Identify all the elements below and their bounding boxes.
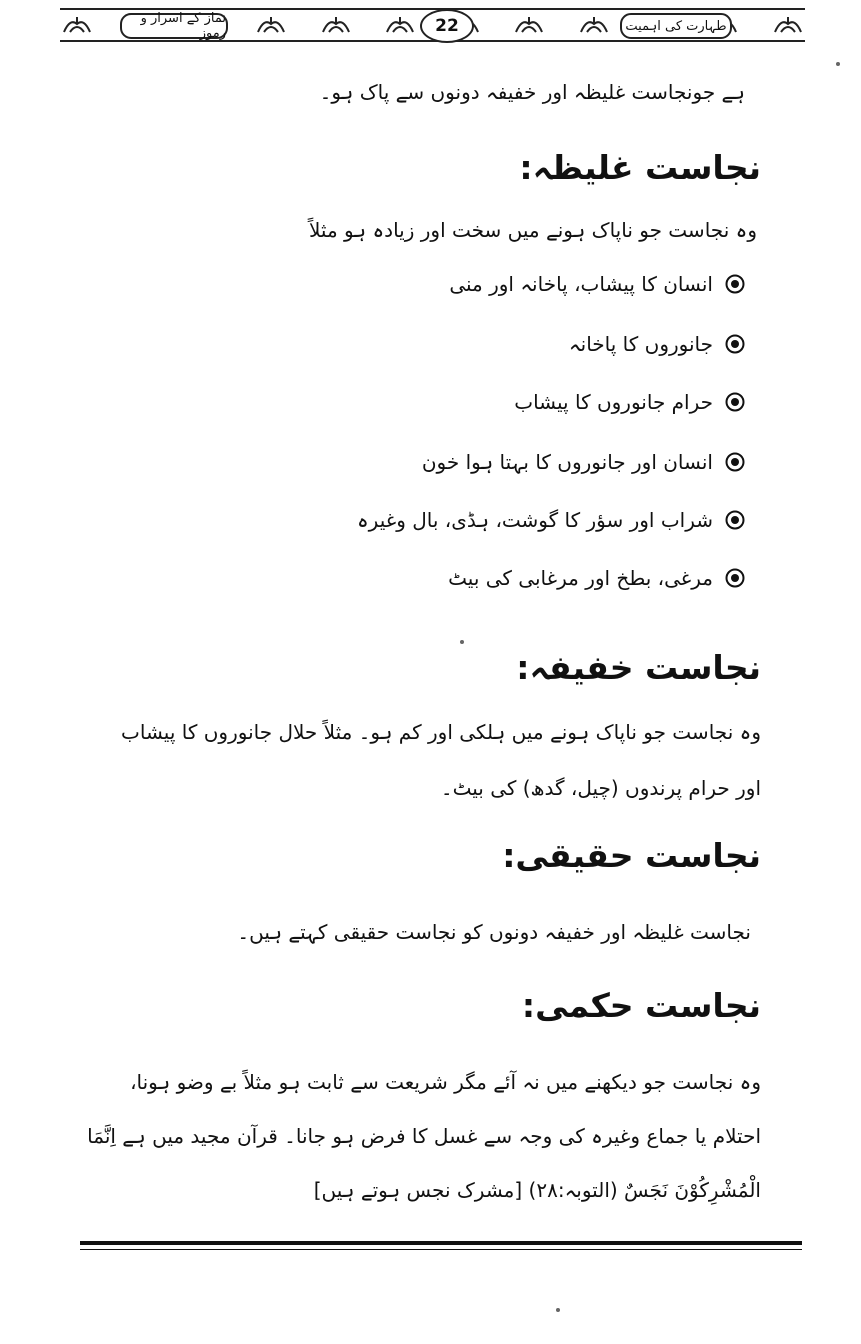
list-item-text: جانوروں کا پاخانہ bbox=[568, 332, 713, 356]
footer-rule bbox=[80, 1241, 802, 1245]
list-item bbox=[448, 566, 745, 590]
list-item bbox=[569, 332, 745, 356]
section-text-khafifa-line-2: اور حرام پرندوں (چیل، گدھ) کی بیٹ۔ bbox=[440, 776, 761, 800]
footer-rule-thin bbox=[80, 1249, 802, 1250]
list-item bbox=[449, 272, 745, 296]
floral-ornament-icon bbox=[256, 14, 286, 36]
list-item-text: حرام جانوروں کا پیشاب bbox=[514, 390, 713, 414]
section-text-hukmi-line-1: وہ نجاست جو دیکھنے میں نہ آئے مگر شریعت سے ثابت ہو مثلاً بے وضو ہونا، bbox=[130, 1070, 761, 1094]
section-text-khafifa-line-1: وہ نجاست جو ناپاک ہونے میں ہلکی اور کم ہو۔ مثلاً حلال جانوروں کا پیشاب bbox=[121, 720, 761, 744]
floral-ornament-icon bbox=[514, 14, 544, 36]
floral-ornament-icon bbox=[62, 14, 92, 36]
double-circle-bullet-icon bbox=[725, 510, 745, 530]
double-circle-bullet-icon bbox=[725, 392, 745, 412]
floral-ornament-icon bbox=[321, 14, 351, 36]
list-item bbox=[422, 450, 745, 474]
header-chapter-title: طہارت کی اہمیت bbox=[620, 13, 732, 39]
section-text-hukmi-line-2: احتلام یا جماع وغیرہ کی وجہ سے غسل کا فرض ہو جانا۔ قرآن مجید میں ہے اِنَّمَا bbox=[87, 1124, 761, 1148]
page-number: 22 bbox=[420, 9, 474, 43]
double-circle-bullet-icon bbox=[725, 274, 745, 294]
floral-ornament-icon bbox=[579, 14, 609, 36]
page-header bbox=[60, 8, 805, 42]
section-text-hukmi-line-3: الْمُشْرِكُوْنَ نَجَسٌ (التوبہ:۲۸) [مشرک نجس ہوتے ہیں] bbox=[313, 1178, 761, 1202]
section-text-haqiqi: نجاست غلیظہ اور خفیفہ دونوں کو نجاست حقیقی کہتے ہیں۔ bbox=[237, 920, 751, 944]
intro-line: ہے جونجاست غلیظہ اور خفیفہ دونوں سے پاک ہو۔ bbox=[319, 80, 745, 104]
section-heading-khafifa: نجاست خفیفہ: bbox=[516, 648, 761, 687]
section-text-ghaliza: وہ نجاست جو ناپاک ہونے میں سخت اور زیادہ ہو مثلاً bbox=[309, 218, 757, 242]
list-item-text: انسان کا پیشاب، پاخانہ اور منی bbox=[449, 272, 713, 296]
floral-ornament-icon bbox=[385, 14, 415, 36]
list-item bbox=[357, 508, 745, 532]
scan-speck bbox=[836, 62, 840, 66]
header-book-title: نماز کے اسرار و رموز bbox=[120, 13, 228, 39]
double-circle-bullet-icon bbox=[725, 452, 745, 472]
scan-speck bbox=[460, 640, 464, 644]
list-item-text: شراب اور سؤر کا گوشت، ہڈی، بال وغیرہ bbox=[356, 508, 713, 532]
list-item bbox=[514, 390, 745, 414]
double-circle-bullet-icon bbox=[725, 568, 745, 588]
double-circle-bullet-icon bbox=[725, 334, 745, 354]
scan-speck bbox=[556, 1308, 560, 1312]
section-heading-hukmi: نجاست حکمی: bbox=[521, 986, 761, 1025]
floral-ornament-icon bbox=[773, 14, 803, 36]
list-item-text: مرغی، بطخ اور مرغابی کی بیٹ bbox=[448, 566, 713, 590]
section-heading-haqiqi: نجاست حقیقی: bbox=[502, 836, 761, 875]
list-item-text: انسان اور جانوروں کا بہتا ہوا خون bbox=[421, 450, 713, 474]
section-heading-ghaliza: نجاست غلیظہ: bbox=[519, 148, 761, 187]
